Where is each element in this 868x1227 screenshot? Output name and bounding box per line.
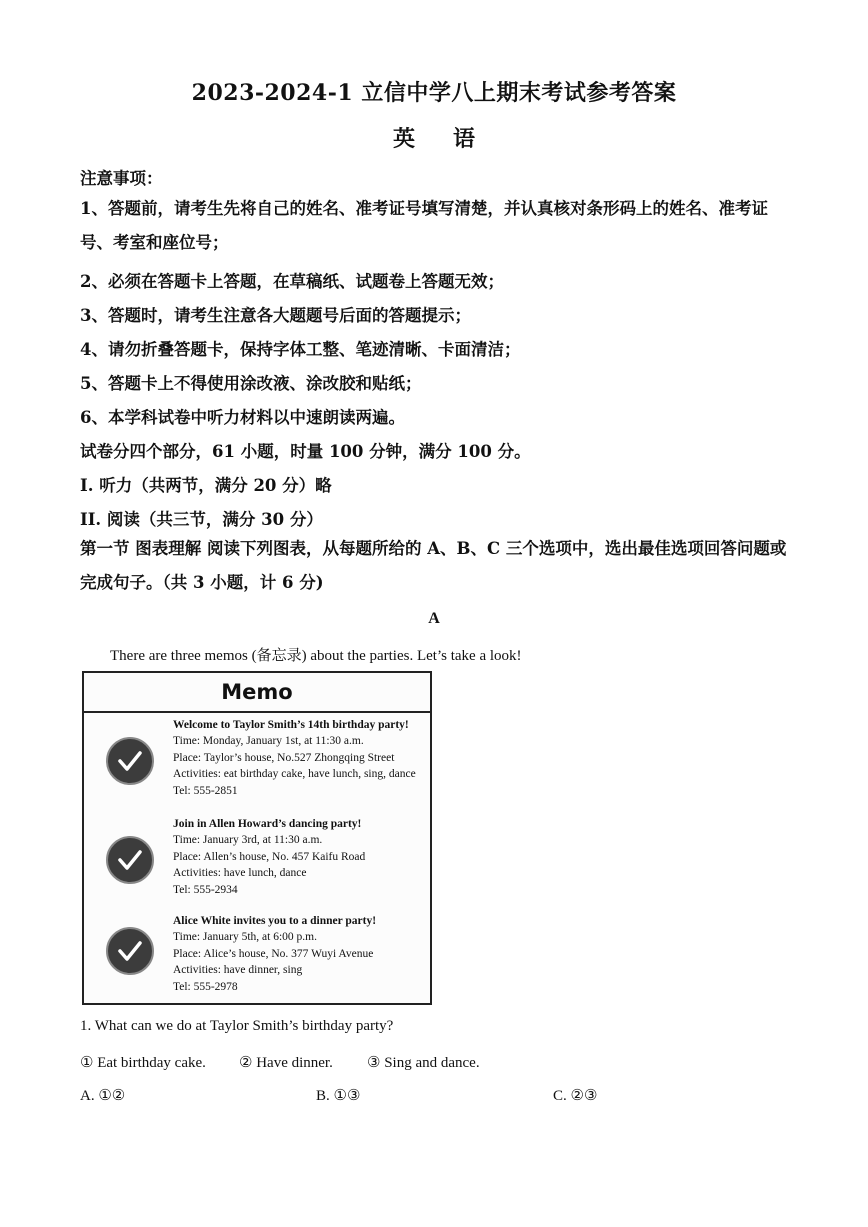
question-1-choice-a[interactable]: A. ①② [80, 1088, 126, 1104]
part-1-heading: I. 听力（共两节，满分 20 分）略 [80, 476, 332, 495]
memo-item-time: Time: January 5th, at 6:00 p.m. [173, 931, 317, 944]
question-1-option-2: ② Have dinner. [239, 1055, 333, 1071]
memo-item-place: Place: Taylor’s house, No.527 Zhongqing Street [173, 751, 395, 764]
notes-item-3: 3、答题时，请考生注意各大题题号后面的答题提示； [80, 306, 471, 325]
memo-item-tel: Tel: 555-2978 [173, 980, 238, 993]
notes-item-1: 1、答题前，请考生先将自己的姓名、准考证号填写清楚，并认真核对条形码上的姓名、准考证号、考室和座位号； [80, 199, 768, 252]
checkmark-icon [106, 836, 154, 884]
memo-item-heading: Welcome to Taylor Smith’s 14th birthday party! [173, 719, 409, 731]
question-1-option-3: ③ Sing and dance. [367, 1055, 480, 1071]
notes-item-2: 2、必须在答题卡上答题，在草稿纸、试题卷上答题无效； [80, 272, 504, 291]
page-title: 2023-2024-1 立信中学八上期末考试参考答案 [191, 80, 677, 106]
subject-title: 英语 [392, 126, 513, 152]
checkmark-icon [106, 927, 154, 975]
memo-title: Memo [84, 673, 430, 713]
part-2-heading: II. 阅读（共三节，满分 30 分） [80, 510, 323, 529]
memo-item-heading: Join in Allen Howard’s dancing party! [173, 818, 362, 830]
notes-item-6: 6、本学科试卷中听力材料以中速朗读两遍。 [80, 408, 405, 427]
memo-item-activities: Activities: eat birthday cake, have lunch, sing, dance [173, 768, 416, 781]
passage-intro: There are three memos (备忘录) about the parties. Let’s take a look! [110, 648, 522, 664]
memo-item-activities: Activities: have dinner, sing [173, 964, 303, 977]
exam-summary: 试卷分四个部分，61 小题，时量 100 分钟，满分 100 分。 [80, 442, 531, 461]
notes-item-4: 4、请勿折叠答题卡，保持字体工整、笔迹清晰、卡面清洁； [80, 340, 521, 359]
memo-item-text [173, 816, 428, 898]
checkmark-icon [106, 737, 154, 785]
notes-heading: 注意事项： [80, 169, 163, 188]
memo-item-text [173, 913, 428, 995]
notes-item-5: 5、答题卡上不得使用涂改液、涂改胶和贴纸； [80, 374, 422, 393]
question-1-stem: 1. What can we do at Taylor Smith’s birthday party? [80, 1018, 394, 1034]
memo-item-heading: Alice White invites you to a dinner party! [173, 915, 377, 927]
memo-box [82, 671, 432, 1005]
passage-letter: A [428, 610, 440, 627]
memo-item-tel: Tel: 555-2934 [173, 883, 238, 896]
memo-item-text [173, 717, 428, 799]
memo-item-tel: Tel: 555-2851 [173, 784, 238, 797]
question-1-choice-b[interactable]: B. ①③ [316, 1088, 361, 1104]
question-1-choice-c[interactable]: C. ②③ [553, 1088, 598, 1104]
memo-item-place: Place: Allen’s house, No. 457 Kaifu Road [173, 850, 366, 863]
memo-item-place: Place: Alice’s house, No. 377 Wuyi Avenue [173, 947, 374, 960]
memo-item-time: Time: January 3rd, at 11:30 a.m. [173, 834, 323, 847]
section-1-instructions: 第一节 图表理解 阅读下列图表，从每题所给的 A、B、C 三个选项中，选出最佳选项回答问题或完成句子。（共 3 小题，计 6 分) [80, 539, 787, 592]
question-1-option-1: ① Eat birthday cake. [80, 1055, 206, 1071]
memo-item-time: Time: Monday, January 1st, at 11:30 a.m. [173, 735, 364, 748]
memo-item-activities: Activities: have lunch, dance [173, 867, 307, 880]
